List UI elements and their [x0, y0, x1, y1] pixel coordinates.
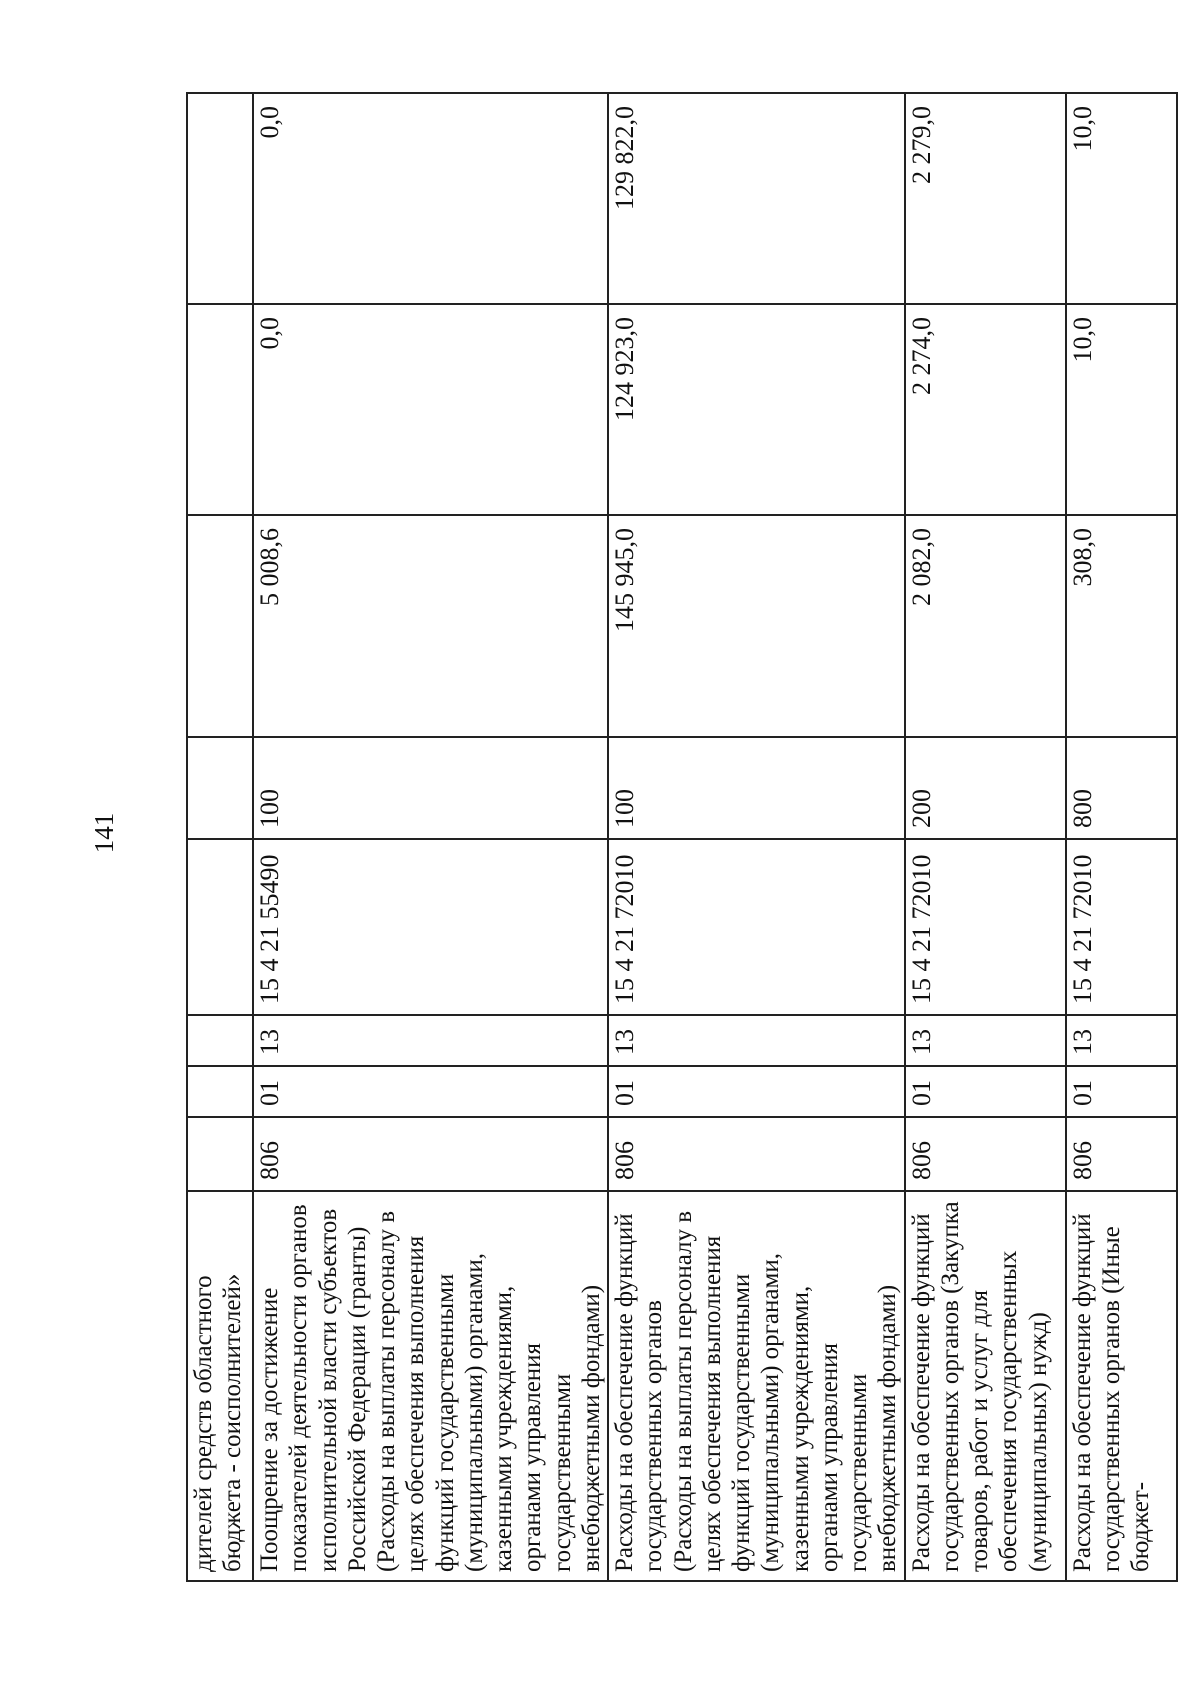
subsection-code: 13: [253, 1015, 608, 1066]
section-code: [187, 1066, 253, 1117]
amount-1: 5 008,6: [253, 515, 608, 737]
amount-3: 10,0: [1066, 93, 1177, 304]
table-row: [187, 93, 253, 1581]
row-description: дителей средств областного бюджета - соисполнителей»: [187, 1191, 253, 1581]
target-article: 15 4 21 72010: [1066, 839, 1177, 1015]
amount-2: [187, 304, 253, 515]
amount-1: 308,0: [1066, 515, 1177, 737]
target-article: 15 4 21 72010: [905, 839, 1066, 1015]
subsection-code: 13: [608, 1015, 905, 1066]
section-code: 01: [905, 1066, 1066, 1117]
budget-table-sheet: [186, 94, 1154, 1582]
amount-3: 2 279,0: [905, 93, 1066, 304]
expense-type: 800: [1066, 737, 1177, 839]
expense-type: 200: [905, 737, 1066, 839]
table-row: [1066, 93, 1177, 1581]
subsection-code: 13: [1066, 1015, 1177, 1066]
table-row: [905, 93, 1066, 1581]
expense-type: [187, 737, 253, 839]
page-number: 141: [89, 812, 119, 854]
expense-type: 100: [253, 737, 608, 839]
target-article: 15 4 21 55490: [253, 839, 608, 1015]
row-description: Расходы на обеспечение функций государственных органов (Закупка товаров, работ и услуг для обеспечения государственных (муниципальных) нужд): [905, 1191, 1066, 1581]
row-description: Расходы на обеспечение функций государственных органов (Иные бюджет-: [1066, 1191, 1177, 1581]
ministry-code: 806: [905, 1117, 1066, 1191]
expense-type: 100: [608, 737, 905, 839]
section-code: 01: [1066, 1066, 1177, 1117]
table-row: [608, 93, 905, 1581]
section-code: 01: [608, 1066, 905, 1117]
amount-2: 10,0: [1066, 304, 1177, 515]
amount-1: 2 082,0: [905, 515, 1066, 737]
amount-3: 0,0: [253, 93, 608, 304]
ministry-code: 806: [1066, 1117, 1177, 1191]
subsection-code: [187, 1015, 253, 1066]
target-article: 15 4 21 72010: [608, 839, 905, 1015]
amount-2: 124 923,0: [608, 304, 905, 515]
ministry-code: [187, 1117, 253, 1191]
ministry-code: 806: [608, 1117, 905, 1191]
budget-table: [186, 92, 1178, 1582]
amount-3: 129 822,0: [608, 93, 905, 304]
subsection-code: 13: [905, 1015, 1066, 1066]
target-article: [187, 839, 253, 1015]
amount-1: 145 945,0: [608, 515, 905, 737]
row-description: Поощрение за достижение показателей деятельности органов исполнительной власти субъектов Российской Федерации (гранты) (Расходы на выплаты персоналу в целях обеспечения выполнения функций государственными (муниципальными) органами, казенными учреждениями, органами управления государственными внебюджетными фондами): [253, 1191, 608, 1581]
amount-2: 0,0: [253, 304, 608, 515]
row-description: Расходы на обеспечение функций государственных органов (Расходы на выплаты персоналу в целях обеспечения выполнения функций государственными (муниципальными) органами, казенными учреждениями, органами управления государственными внебюджетными фондами): [608, 1191, 905, 1581]
table-row: [253, 93, 608, 1581]
ministry-code: 806: [253, 1117, 608, 1191]
amount-2: 2 274,0: [905, 304, 1066, 515]
section-code: 01: [253, 1066, 608, 1117]
amount-3: [187, 93, 253, 304]
amount-1: [187, 515, 253, 737]
